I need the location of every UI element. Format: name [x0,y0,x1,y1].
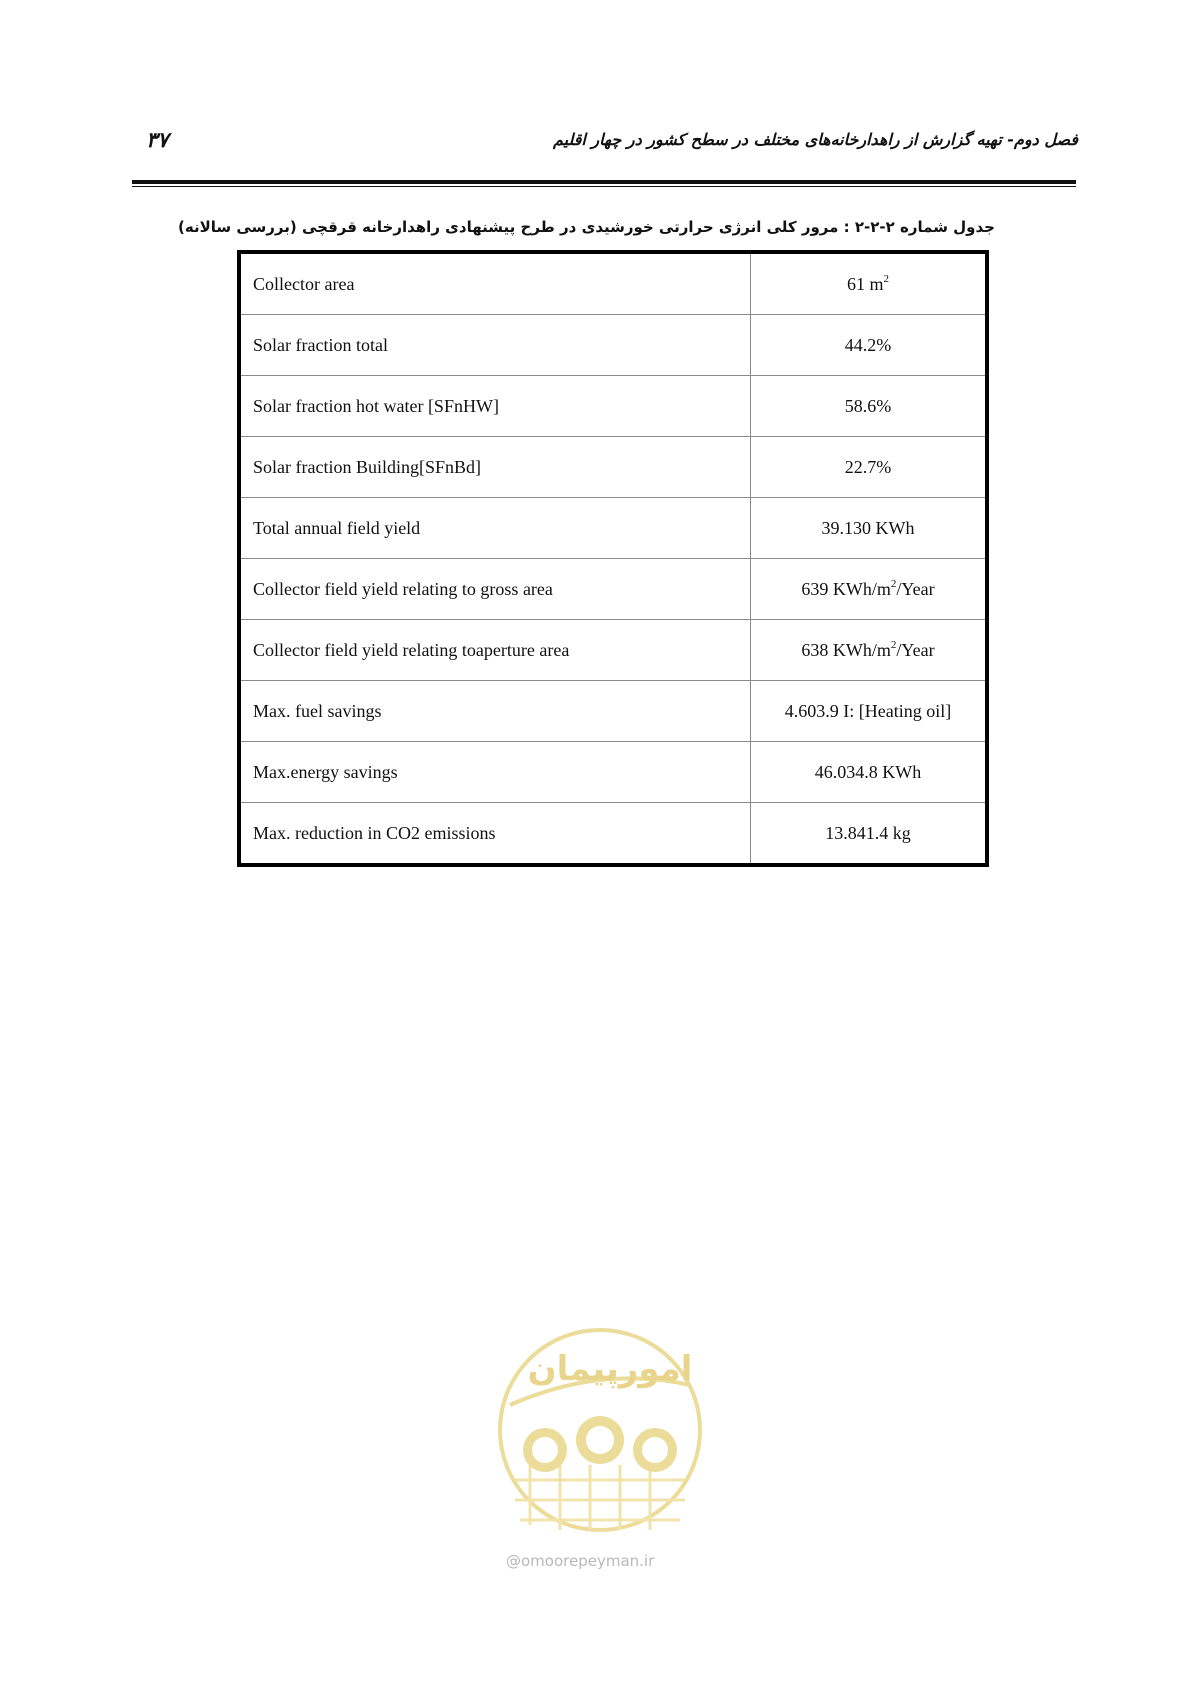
row-value: 58.6% [751,376,988,437]
row-label: Collector field yield relating toaperture area [239,620,751,681]
row-label: Max. reduction in CO2 emissions [239,803,751,866]
row-label: Solar fraction Building[SFnBd] [239,437,751,498]
row-label: Collector area [239,252,751,315]
table-row [239,498,987,559]
table-row [239,252,987,315]
table-row [239,315,987,376]
watermark-site: @omoorepeyman.ir [506,1552,655,1570]
row-value: 61 $m^2$ [751,252,988,315]
page-number: ۳۷ [146,128,169,152]
table-row [239,559,987,620]
row-label: Total annual field yield [239,498,751,559]
table-row [239,681,987,742]
row-label: Max.energy savings [239,742,751,803]
table-row [239,437,987,498]
chapter-title: فصل دوم- تهیه گزارش از راهدارخانه‌های مختلف در سطح کشور در چهار اقلیم [552,130,1078,149]
row-value: 4.603.9 I: [Heating oil] [751,681,988,742]
row-value: 39.130 KWh [751,498,988,559]
row-value: 44.2% [751,315,988,376]
row-value: 22.7% [751,437,988,498]
row-label: Max. fuel savings [239,681,751,742]
table-row [239,620,987,681]
row-value: 46.034.8 KWh [751,742,988,803]
solar-summary-table [237,250,989,867]
row-value: 638 KWh/$m^2$/Year [751,620,988,681]
table-row [239,803,987,866]
header-rule-thick [132,180,1076,184]
table-row [239,742,987,803]
row-value: 639 KWh/$m^2$/Year [751,559,988,620]
header-rule-thin [132,186,1076,187]
row-label: Solar fraction hot water [SFnHW] [239,376,751,437]
row-label: Solar fraction total [239,315,751,376]
row-value: 13.841.4 kg [751,803,988,866]
watermark-logo-text: امورپیمان [527,1349,693,1389]
row-label: Collector field yield relating to gross area [239,559,751,620]
table-caption: جدول شماره ۲-۲-۲ : مرور کلی انرژی حرارتی خورشیدی در طرح پیشنهادی راهدارخانه قرقچی (بررسی سالانه) [178,218,995,236]
table-row [239,376,987,437]
